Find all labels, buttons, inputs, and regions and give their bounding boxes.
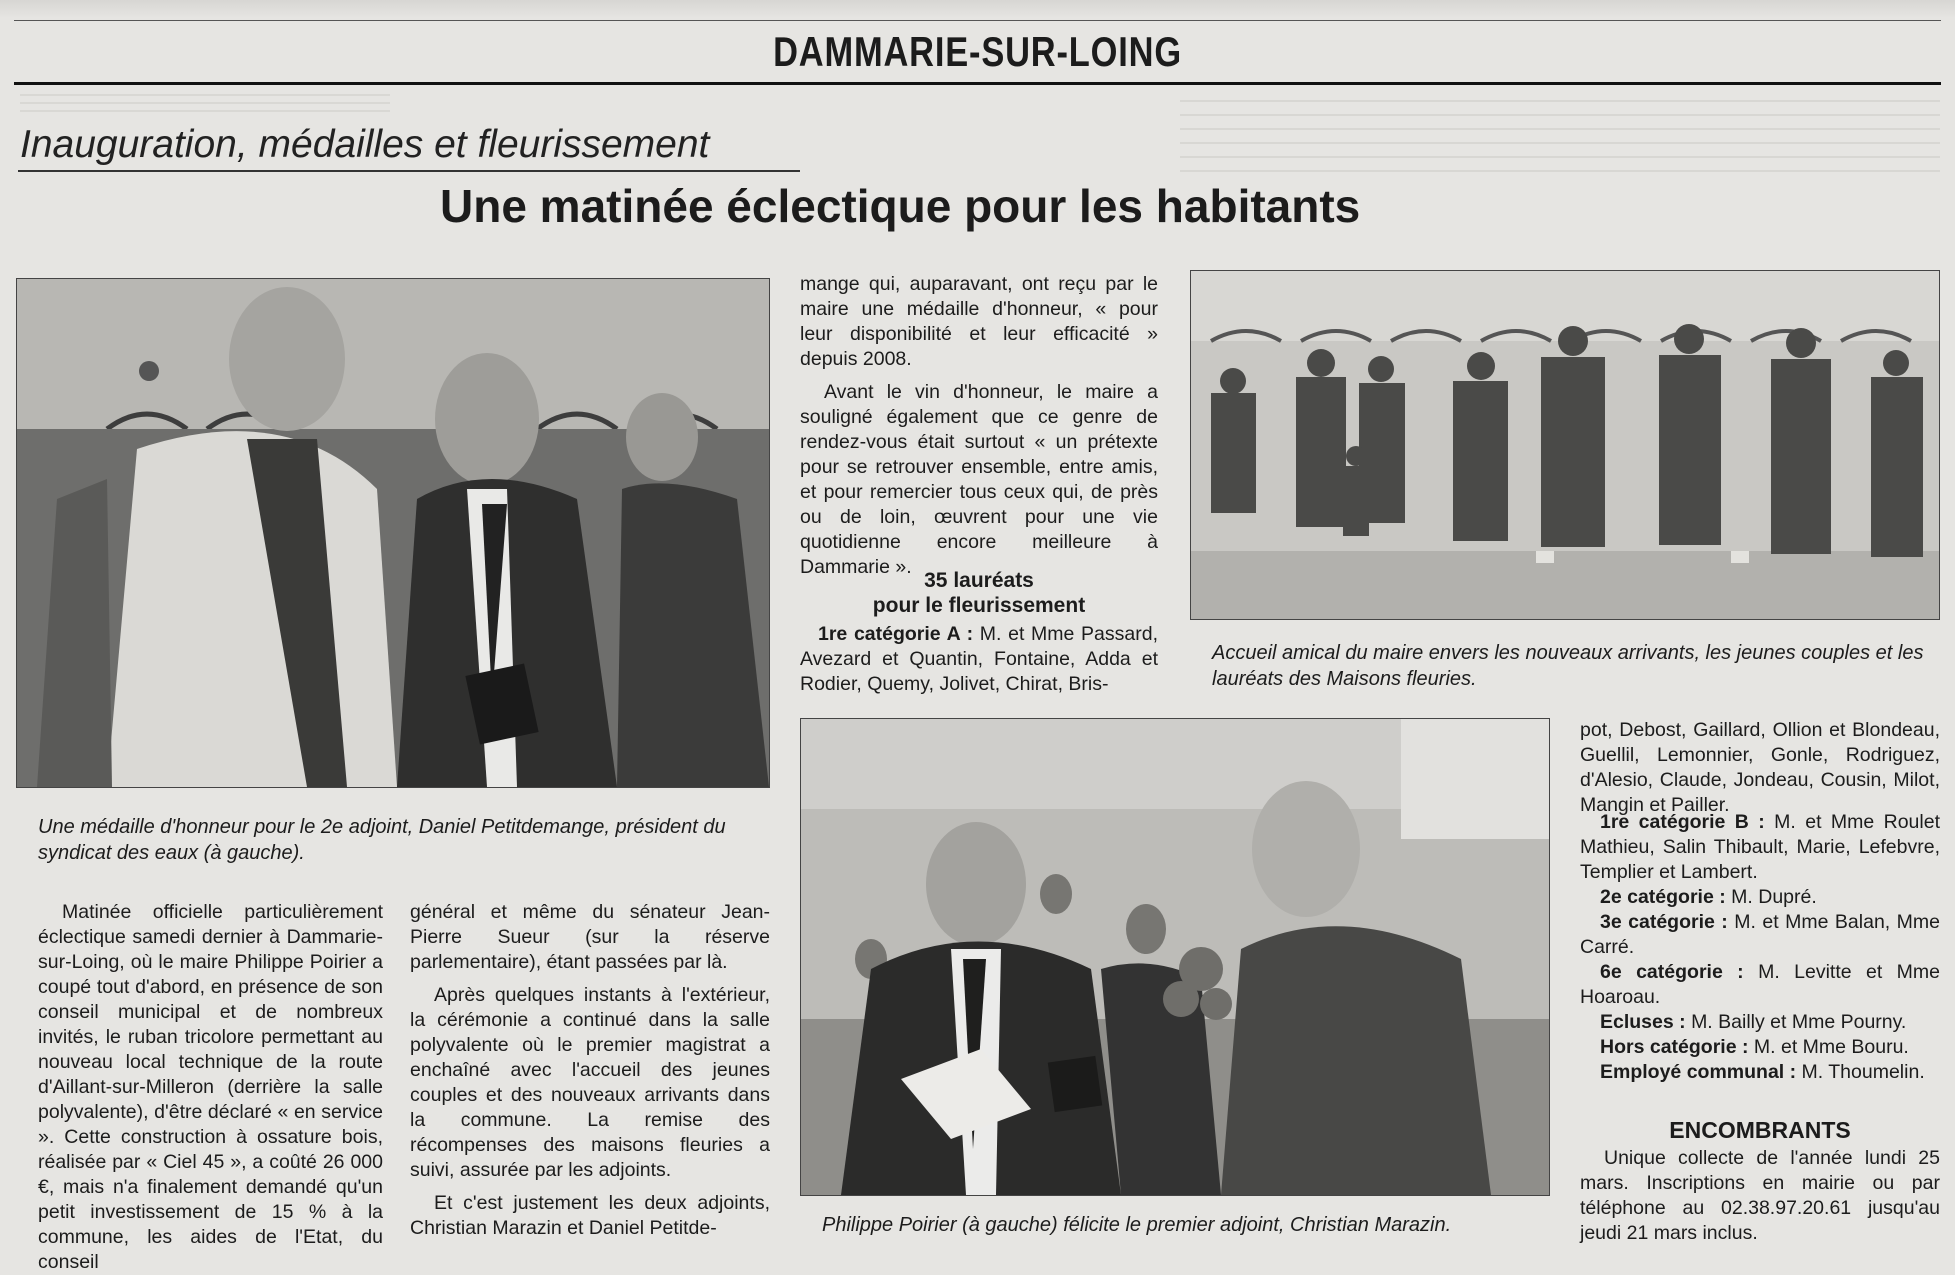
cat6-label: 6e catégorie : [1600, 961, 1744, 983]
section-rule [14, 82, 1941, 85]
page-top-rule [14, 20, 1941, 21]
cat3-entry [1580, 910, 1940, 960]
col2-paragraph-1: général et même du sénateur Jean-Pierre Sueur (sur la réserve parlementaire), étant passées par là. [410, 901, 770, 973]
caption-photo1: Une médaille d'honneur pour le 2e adjoint, Daniel Petitdemange, président du syndicat des eaux (à gauche). [38, 816, 726, 864]
article-column-1 [38, 900, 383, 1275]
col3-paragraph-1: mange qui, auparavant, ont reçu par le maire une médaille d'honneur, « pour leur disponibilité et leur efficacité » depuis 2008. [800, 273, 1158, 370]
photo-group-illustration [1191, 271, 1939, 619]
cat1b-entry [1580, 810, 1940, 885]
article-column-2 [410, 900, 770, 1241]
cat1a-text-end: pot, Debost, Gaillard, Ollion et Blondeau, Guellil, Lemonnier, Gonle, Rodriguez, d'Alesio, Claude, Jondeau, Cousin, Milot, Mangin et Pailler. [1580, 719, 1940, 816]
encombrants-body [1580, 1146, 1940, 1246]
laureats-heading-line2: pour le fleurissement [872, 594, 1086, 617]
hors-entry [1580, 1035, 1940, 1060]
photo-congratulation [800, 718, 1550, 1196]
photo-welcome-newcomers [1190, 270, 1940, 620]
cat1a-text-start: M. et Mme Passard, Avezard et Quantin, Fontaine, Adda et Rodier, Quemy, Jolivet, Chirat, Bris- [800, 623, 1158, 695]
cat3-label: 3e catégorie : [1600, 911, 1728, 933]
cat6-text: M. Levitte et Mme Hoaroau. [1580, 961, 1940, 1008]
cat1b-text: M. et Mme Roulet Mathieu, Salin Thibault, Marie, Lefebvre, Templier et Lambert. [1580, 811, 1940, 883]
article-column-3 [800, 272, 1158, 580]
col2-paragraph-3: Et c'est justement les deux adjoints, Christian Marazin et Daniel Petitde- [410, 1192, 770, 1239]
photo-handshake-illustration [801, 719, 1549, 1195]
laureats-heading [800, 568, 1158, 618]
photo-medal-illustration [17, 279, 769, 787]
employe-entry [1580, 1060, 1940, 1085]
page-top-band [0, 0, 1955, 18]
cat3-text: M. et Mme Balan, Mme Carré. [1580, 911, 1940, 958]
caption-photo2: Accueil amical du maire envers les nouveaux arrivants, les jeunes couples et les lauréats des Maisons fleuries. [1212, 642, 1924, 690]
laureats-cat1a-end [1580, 718, 1940, 818]
photo-medal-ceremony [16, 278, 770, 788]
col2-paragraph-2: Après quelques instants à l'extérieur, la cérémonie a continué dans la salle polyvalente où le premier magistrat a enchaîné avec l'accueil des jeunes couples et des nouveaux arrivants dans la commune. La remise des récompenses des maisons fleuries a suivi, assurée par les adjoints. [410, 984, 770, 1181]
bleed-texture-left [20, 88, 390, 118]
ecluses-text: M. Bailly et Mme Pourny. [1691, 1011, 1907, 1033]
cat2-entry [1580, 885, 1940, 910]
encombrants-heading: ENCOMBRANTS [1669, 1117, 1851, 1143]
cat1a-label: 1re catégorie A : [818, 623, 974, 645]
employe-label: Employé communal : [1600, 1061, 1797, 1083]
col1-paragraph-1: Matinée officielle particulièrement éclectique samedi dernier à Dammarie-sur-Loing, où le maire Philippe Poirier a coupé tout d'abord, en présence de son conseil municipal et de nombreux invités, le ruban tricolore permettant au nouveau local technique de la route d'Aillant-sur-Milleron (derrière la salle polyvalente), d'être déclaré « en service ». Cette construction à ossature bois, réalisée par « Ciel 45 », a coûté 26 000 €, mais n'a finalement demandé qu'un petit investissement de 15 % à la commune, les aides de l'Etat, du conseil [38, 901, 383, 1273]
cat2-text: M. Dupré. [1731, 886, 1817, 908]
laureats-heading-line1: 35 lauréats [924, 569, 1034, 592]
cat1b-label: 1re catégorie B : [1600, 811, 1765, 833]
article-kicker: Inauguration, médailles et fleurissement [20, 123, 710, 166]
employe-text: M. Thoumelin. [1801, 1061, 1925, 1083]
hors-label: Hors catégorie : [1600, 1036, 1749, 1058]
kicker-rule [18, 170, 800, 172]
section-title: DAMMARIE-SUR-LOING [773, 28, 1182, 75]
ecluses-entry [1580, 1010, 1940, 1035]
col3-paragraph-2: Avant le vin d'honneur, le maire a souligné également que ce genre de rendez-vous était surtout « un prétexte pour se retrouver ensemble, entre amis, et pour remercier tous ceux qui, de près ou de loin, œuvrent pour une vie quotidienne encore meilleure à Dammarie ». [800, 381, 1158, 578]
laureats-list [1580, 810, 1940, 1085]
laureats-cat1a-start [800, 622, 1158, 697]
bleed-texture-right [1180, 88, 1940, 178]
cat2-label: 2e catégorie : [1600, 886, 1726, 908]
encombrants-text: Unique collecte de l'année lundi 25 mars. Inscriptions en mairie ou par téléphone au 02.38.97.20.61 jusqu'au jeudi 21 mars inclus. [1580, 1147, 1940, 1244]
hors-text: M. et Mme Bouru. [1753, 1036, 1909, 1058]
ecluses-label: Ecluses : [1600, 1011, 1686, 1033]
article-headline: Une matinée éclectique pour les habitants [440, 180, 1361, 232]
cat6-entry [1580, 960, 1940, 1010]
caption-photo3: Philippe Poirier (à gauche) félicite le premier adjoint, Christian Marazin. [822, 1214, 1452, 1236]
